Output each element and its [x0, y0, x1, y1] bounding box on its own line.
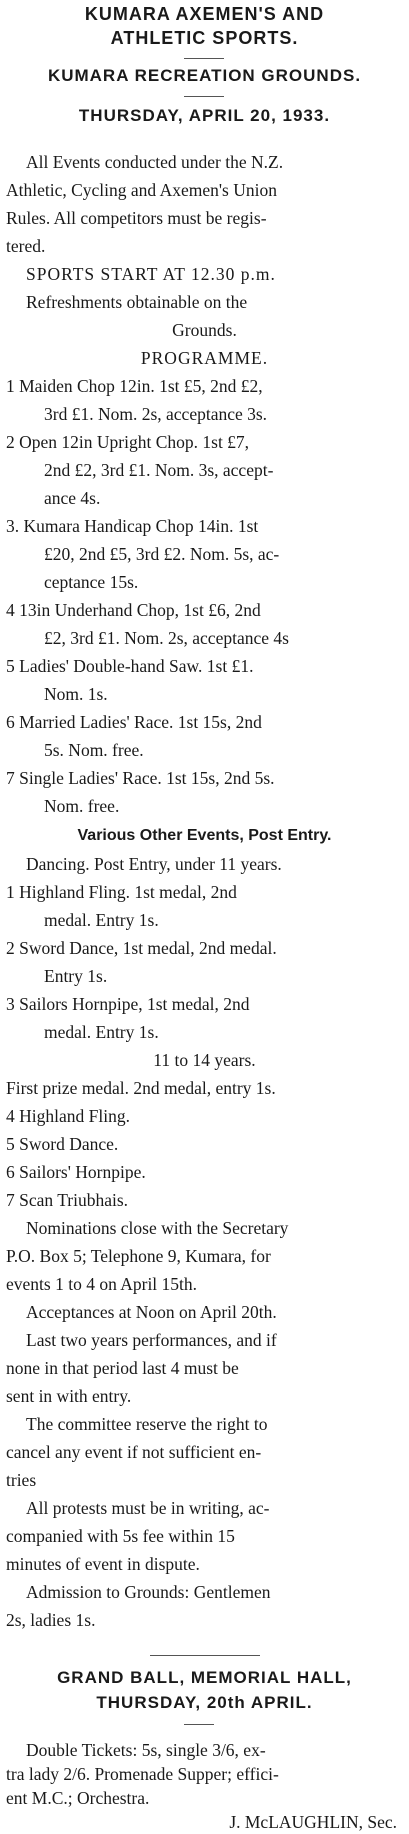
other-events — [6, 822, 403, 1634]
divider — [184, 96, 224, 97]
event-line: 1 Highland Fling. 1st medal, 2nd — [6, 882, 237, 902]
intro-line: Grounds. — [172, 320, 237, 340]
event-line: none in that period last 4 must be — [6, 1358, 239, 1378]
programme-line: 2 Open 12in Upright Chop. 1st £7, — [6, 432, 250, 452]
date-heading: THURSDAY, APRIL 20, 1933. — [78, 106, 331, 125]
event-line: Nominations close with the Secretary — [26, 1218, 289, 1238]
intro-line: Rules. All competitors must be regis- — [6, 208, 267, 228]
intro-block — [6, 148, 403, 372]
programme-line: 5 Ladies' Double-hand Saw. 1st £1. — [6, 656, 254, 676]
event-line: minutes of event in dispute. — [6, 1554, 200, 1574]
programme-heading: PROGRAMME. — [140, 348, 269, 368]
event-line: 7 Scan Triubhais. — [6, 1190, 129, 1210]
event-line: tries — [6, 1470, 37, 1490]
signature: J. McLAUGHLIN, Sec. — [229, 1812, 397, 1832]
programme-line: 4 13in Underhand Chop, 1st £6, 2nd — [6, 600, 261, 620]
programme-list — [6, 372, 403, 820]
divider — [184, 1724, 214, 1725]
programme-line: ance 4s. — [44, 488, 101, 508]
ball-date: THURSDAY, 20th APRIL. — [96, 1693, 313, 1712]
event-line: 5 Sword Dance. — [6, 1134, 119, 1154]
event-line: 2s, ladies 1s. — [6, 1610, 96, 1630]
event-line: Entry 1s. — [44, 966, 108, 986]
programme-line: 5s. Nom. free. — [44, 740, 144, 760]
event-line: Last two years performances, and if — [26, 1330, 277, 1350]
programme-line: Nom. 1s. — [44, 684, 108, 704]
intro-line: Refreshments obtainable on the — [26, 292, 248, 312]
event-line: P.O. Box 5; Telephone 9, Kumara, for — [6, 1246, 271, 1266]
programme-line: 7 Single Ladies' Race. 1st 15s, 2nd 5s. — [6, 768, 275, 788]
ball-heading: GRAND BALL, MEMORIAL HALL, — [57, 1668, 352, 1687]
event-line: Admission to Grounds: Gentlemen — [26, 1582, 271, 1602]
intro-line: tered. — [6, 236, 46, 256]
event-line: First prize medal. 2nd medal, entry 1s. — [6, 1078, 276, 1098]
event-line: sent in with entry. — [6, 1386, 132, 1406]
start-time: SPORTS START AT 12.30 p.m. — [26, 264, 276, 284]
event-line: All protests must be in writing, ac- — [26, 1498, 270, 1518]
intro-line: Athletic, Cycling and Axemen's Union — [6, 180, 277, 200]
event-line: medal. Entry 1s. — [44, 1022, 159, 1042]
event-line: medal. Entry 1s. — [44, 910, 159, 930]
title-line-2: ATHLETIC SPORTS. — [110, 28, 299, 48]
programme-line: 6 Married Ladies' Race. 1st 15s, 2nd — [6, 712, 262, 732]
event-line: Dancing. Post Entry, under 11 years. — [26, 854, 282, 874]
other-events-heading: Various Other Events, Post Entry. — [77, 827, 332, 844]
event-line: 11 to 14 years. — [153, 1050, 256, 1070]
ball-line: Double Tickets: 5s, single 3/6, ex- — [26, 1740, 266, 1760]
event-line: companied with 5s fee within 15 — [6, 1526, 235, 1546]
intro-line: All Events conducted under the N.Z. — [26, 152, 284, 172]
programme-line: ceptance 15s. — [44, 572, 139, 592]
ball-line: ent M.C.; Orchestra. — [6, 1788, 150, 1808]
programme-line: 3. Kumara Handicap Chop 14in. 1st — [6, 516, 259, 536]
title-line-1: KUMARA AXEMEN'S AND — [84, 4, 325, 24]
event-line: cancel any event if not sufficient en- — [6, 1442, 262, 1462]
programme-line: £2, 3rd £1. Nom. 2s, acceptance 4s — [44, 628, 289, 648]
event-line: 3 Sailors Hornpipe, 1st medal, 2nd — [6, 994, 250, 1014]
divider — [184, 58, 224, 59]
event-line: 4 Highland Fling. — [6, 1106, 130, 1126]
ball-line: tra lady 2/6. Promenade Supper; effici- — [6, 1764, 279, 1784]
event-line: 6 Sailors' Hornpipe. — [6, 1162, 146, 1182]
programme-line: 1 Maiden Chop 12in. 1st £5, 2nd £2, — [6, 376, 263, 396]
event-line: events 1 to 4 on April 15th. — [6, 1274, 198, 1294]
venue-heading: KUMARA RECREATION GROUNDS. — [47, 66, 362, 85]
event-line: The committee reserve the right to — [26, 1414, 268, 1434]
programme-line: 3rd £1. Nom. 2s, acceptance 3s. — [44, 404, 268, 424]
programme-line: £20, 2nd £5, 3rd £2. Nom. 5s, ac- — [44, 544, 280, 564]
divider — [150, 1655, 260, 1656]
event-line: 2 Sword Dance, 1st medal, 2nd medal. — [6, 938, 277, 958]
ball-details — [6, 1738, 403, 1834]
programme-line: Nom. free. — [44, 796, 120, 816]
event-line: Acceptances at Noon on April 20th. — [26, 1302, 277, 1322]
programme-line: 2nd £2, 3rd £1. Nom. 3s, accept- — [44, 460, 274, 480]
